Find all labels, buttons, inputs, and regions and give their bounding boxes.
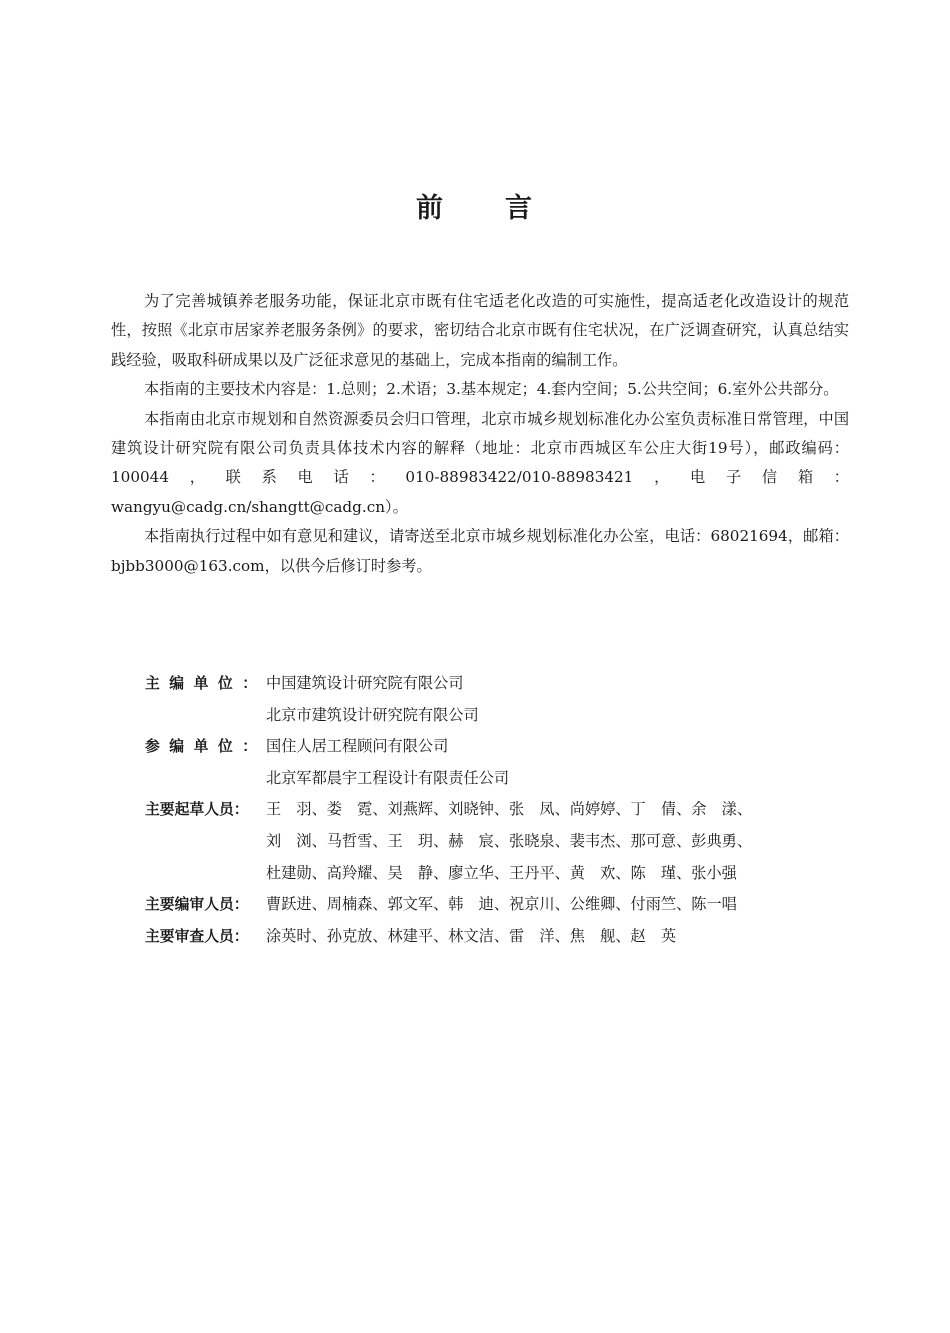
drafters-values bbox=[266, 794, 865, 889]
examiners-row bbox=[145, 921, 865, 953]
co-editor-values bbox=[266, 731, 865, 794]
page-title bbox=[0, 186, 950, 225]
paragraph-management: 本指南由北京市规划和自然资源委员会归口管理，北京市城乡规划标准化办公室负责标准日常管理，中国建筑设计研究院有限公司负责具体技术内容的解释（地址：北京市西城区车公庄大街19号），邮政编码：100044，联系电话：010-88983422/010-88983421，电子信箱：wangyu@cadg.cn/shangtt@cadg.cn）。 bbox=[111, 409, 849, 516]
reviewers-label: 主要编审人员： bbox=[145, 896, 249, 914]
reviewers-values bbox=[266, 889, 865, 921]
staff-list bbox=[145, 668, 865, 952]
title-char-1: 前 bbox=[416, 193, 445, 224]
paragraph-feedback: 本指南执行过程中如有意见和建议，请寄送至北京市城乡规划标准化办公室，电话：68021694，邮箱：bjbb3000@163.com，以供今后修订时参考。 bbox=[111, 527, 849, 575]
reviewers-row bbox=[145, 889, 865, 921]
examiners-line: 涂英时、孙克放、林建平、林文洁、雷 洋、焦 舰、赵 英 bbox=[266, 926, 677, 945]
paragraph-contents: 本指南的主要技术内容是：1.总则；2.术语；3.基本规定；4.套内空间；5.公共空间；6.室外公共部分。 bbox=[144, 380, 839, 399]
chief-editor-unit: 中国建筑设计研究院有限公司 bbox=[266, 674, 464, 692]
reviewers-line: 曹跃进、周楠森、郭文军、韩 迪、祝京川、公维卿、付雨竺、陈一唱 bbox=[266, 895, 737, 914]
drafters-row bbox=[145, 794, 865, 889]
drafters-line: 刘 浏、马哲雪、王 玥、赫 宸、张晓泉、裴韦杰、那可意、彭典勇、 bbox=[266, 831, 752, 850]
drafters-line: 王 羽、娄 霓、刘燕辉、刘晓钟、张 凤、尚婷婷、丁 倩、余 漾、 bbox=[266, 800, 752, 819]
chief-editor-unit: 北京市建筑设计研究院有限公司 bbox=[266, 705, 479, 724]
drafters-line: 杜建勋、高羚耀、吴 静、廖立华、王丹平、黄 欢、陈 瑾、张小强 bbox=[266, 863, 737, 882]
co-editor-row bbox=[145, 731, 865, 794]
examiners-values bbox=[266, 921, 865, 953]
examiners-label: 主要审查人员： bbox=[145, 927, 249, 945]
preface-body bbox=[111, 287, 849, 581]
co-editor-unit: 国住人居工程顾问有限公司 bbox=[266, 737, 449, 756]
chief-editor-values bbox=[266, 668, 865, 731]
co-editor-unit: 北京军都晨宇工程设计有限责任公司 bbox=[266, 768, 509, 787]
title-char-2: 言 bbox=[505, 193, 534, 224]
chief-editor-row bbox=[145, 668, 865, 731]
chief-editor-label: 主编单位： bbox=[145, 675, 258, 692]
paragraph-purpose: 为了完善城镇养老服务功能，保证北京市既有住宅适老化改造的可实施性，提高适老化改造设计的规范性，按照《北京市居家养老服务条例》的要求，密切结合北京市既有住宅状况，在广泛调查研究，认真总结实践经验，吸取科研成果以及广泛征求意见的基础上，完成本指南的编制工作。 bbox=[111, 292, 849, 369]
drafters-label: 主要起草人员： bbox=[145, 801, 249, 819]
co-editor-label: 参编单位： bbox=[145, 738, 258, 756]
